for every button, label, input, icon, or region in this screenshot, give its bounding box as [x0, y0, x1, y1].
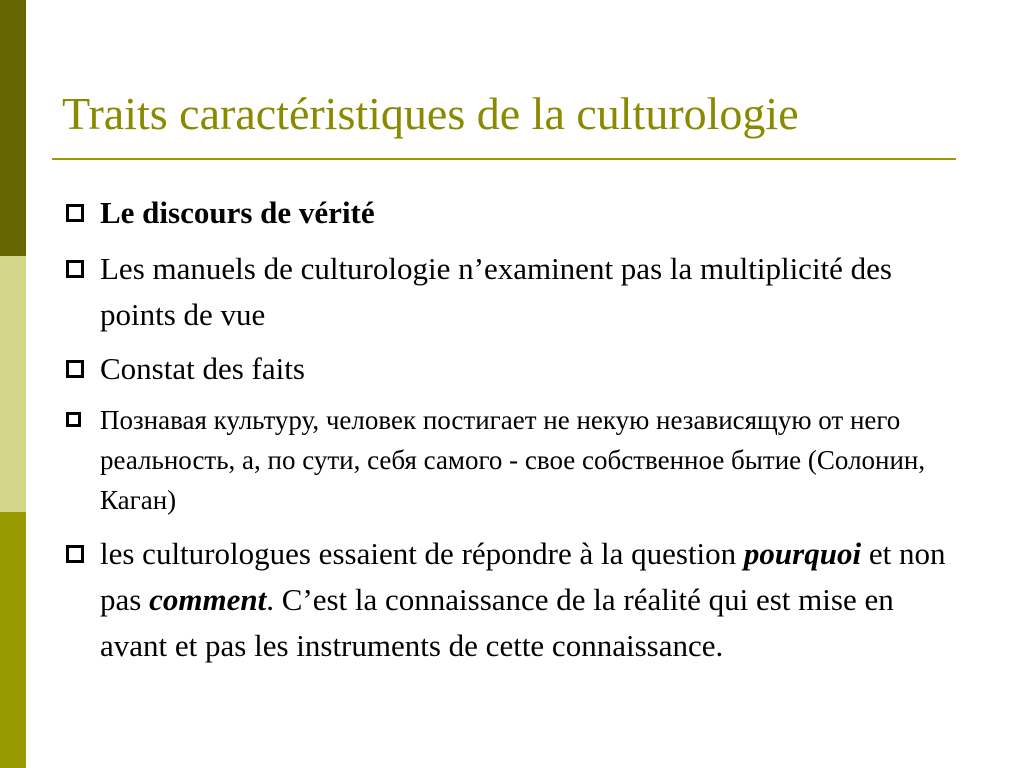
square-bullet-icon [66, 545, 84, 563]
bullet-item [64, 346, 964, 392]
bullet-text: Constat des faits [100, 351, 305, 386]
bullet-item [64, 400, 964, 520]
emphasis-comment: comment [149, 582, 267, 617]
bullet-text: Les manuels de culturologie n’examinent pas la multiplicité des points de vue [100, 251, 892, 332]
bullet-item [64, 531, 964, 669]
square-bullet-icon [66, 360, 84, 378]
bullet-text-part: et non pas [100, 536, 946, 617]
bullet-item [64, 246, 964, 338]
square-bullet-icon [66, 260, 84, 278]
bullet-item [64, 190, 964, 236]
side-bar-dark-segment [0, 0, 26, 256]
square-bullet-icon [66, 412, 81, 427]
slide-title: Traits caractéristiques de la culturologie [62, 88, 799, 139]
bullet-text: Le discours de vérité [100, 195, 375, 230]
side-bar-light-segment [0, 256, 26, 512]
title-underline [52, 158, 956, 160]
side-bar-mid-segment [0, 512, 26, 768]
square-bullet-icon [66, 204, 84, 222]
bullet-list [64, 190, 964, 677]
bullet-text-part: . C’est la connaissance de la réalité qui est mise en avant et pas les instruments de cette connaissance. [100, 582, 894, 663]
bullet-text: Познавая культуру, человек постигает не некую независящую от него реальность, а, по сути, себя самого - свое собственное бытие (Солонин, Каган) [100, 405, 926, 515]
bullet-text-part: les culturologues essaient de répondre à la question [100, 536, 744, 571]
emphasis-pourquoi: pourquoi [743, 536, 862, 571]
